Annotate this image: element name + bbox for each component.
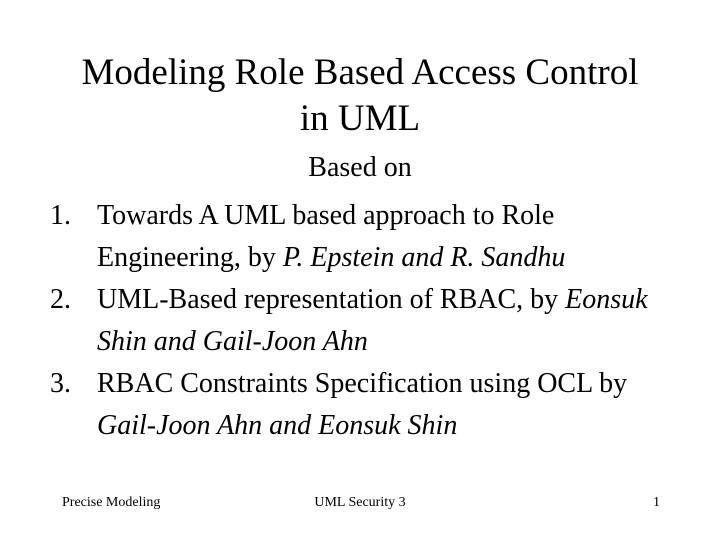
footer-left-text: Precise Modeling (62, 495, 161, 510)
reference-text: Towards A UML based approach to Role Engineering, by (97, 200, 555, 273)
reference-item (50, 195, 690, 279)
reference-authors: Eonsuk Shin and Gail-Joon Ahn (97, 284, 648, 357)
slide-title-line-2: in UML (299, 98, 421, 139)
slide-number: 1 (653, 495, 660, 510)
reference-list (50, 195, 690, 447)
reference-number: 1. (50, 200, 71, 231)
reference-text: RBAC Constraints Specification using OCL by (97, 368, 628, 399)
slide-title (0, 50, 720, 142)
reference-authors: Gail-Joon Ahn and Eonsuk Shin (97, 410, 458, 441)
reference-item (50, 363, 690, 447)
slide-title-line-1: Modeling Role Based Access Control (81, 52, 639, 93)
reference-number: 2. (50, 284, 71, 315)
reference-number: 3. (50, 368, 71, 399)
footer-center-text: UML Security 3 (314, 495, 406, 510)
reference-text: UML-Based representation of RBAC, by (97, 284, 566, 315)
reference-item (50, 279, 690, 363)
slide-subtitle: Based on (308, 152, 412, 183)
reference-authors: P. Epstein and R. Sandhu (282, 242, 566, 273)
